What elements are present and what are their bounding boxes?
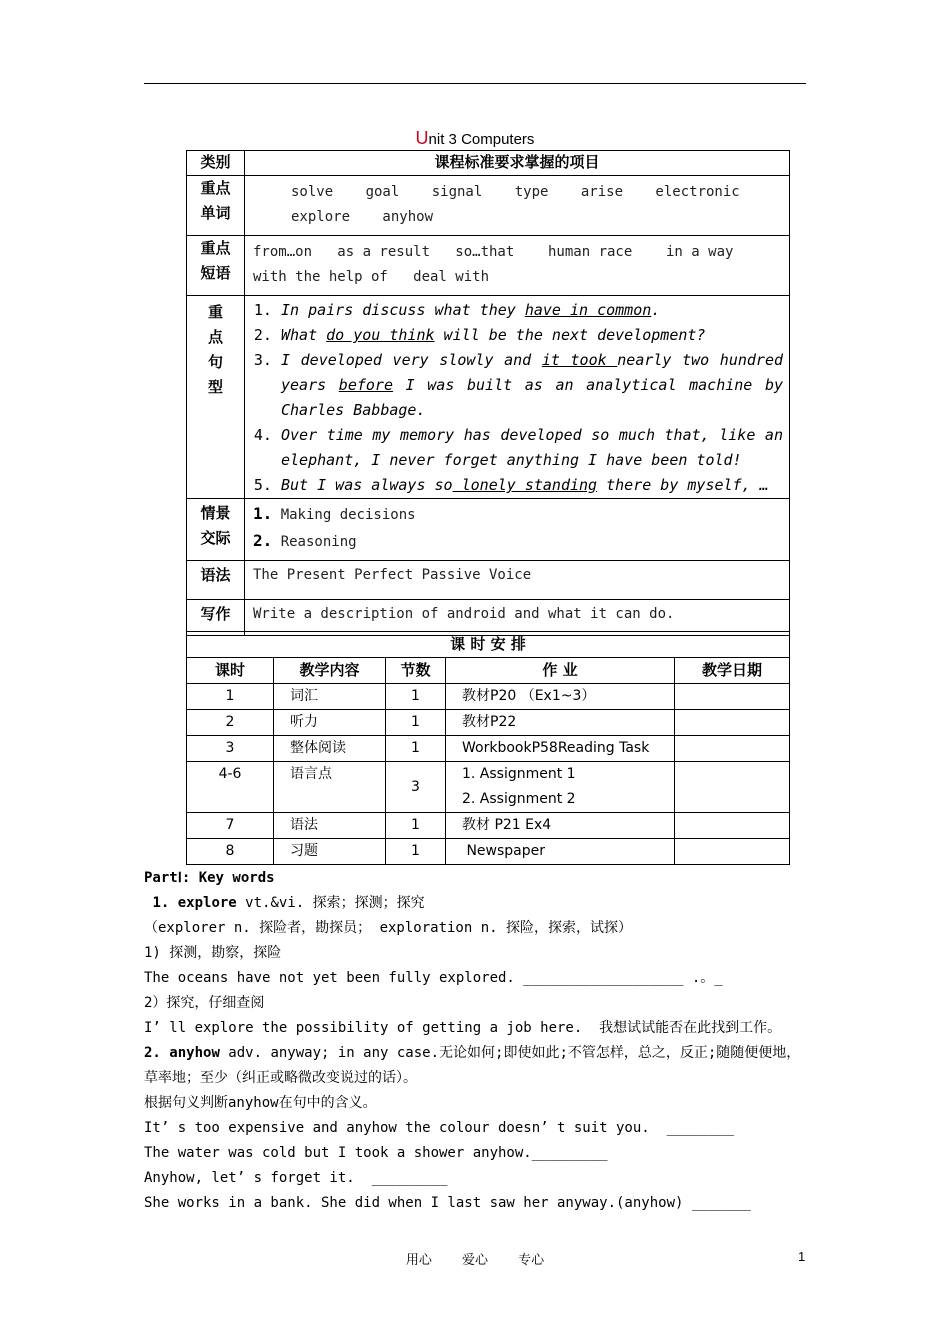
table-row: 7 语法 1 教材 P21 Ex4 bbox=[187, 813, 790, 839]
situation-cell bbox=[245, 499, 790, 561]
question-2: The water was cold but I took a shower anyhow._________ bbox=[144, 1145, 608, 1161]
part-heading: PartⅠ: Key words bbox=[144, 870, 275, 886]
key-words-section bbox=[144, 866, 808, 1216]
cat-key-words: 重点 单词 bbox=[187, 176, 245, 236]
situation-item-1: 1. Making decisions bbox=[253, 504, 416, 523]
table-row: 2 听力 1 教材P22 bbox=[187, 710, 790, 736]
grammar-cell: The Present Perfect Passive Voice bbox=[245, 561, 790, 600]
col-content: 教学内容 bbox=[274, 658, 386, 684]
sentence-4: 4. Over time my memory has developed so much that, like an elephant, I never forget anything I have been told! bbox=[281, 423, 783, 473]
table-row: 1 词汇 1 教材P20 （Ex1~3） bbox=[187, 684, 790, 710]
sentence-2: 2. What do you think will be the next development? bbox=[281, 323, 783, 348]
key-sentences-cell bbox=[245, 296, 790, 499]
example-1: The oceans have not yet been fully explored. ___________________ .。_ bbox=[144, 970, 723, 986]
schedule-title: 课 时 安 排 bbox=[187, 632, 790, 658]
cat-situation: 情景 交际 bbox=[187, 499, 245, 561]
sentence-5: 5. But I was always so lonely standing there by myself, … bbox=[281, 473, 783, 498]
sentence-1: 1. In pairs discuss what they have in common. bbox=[281, 298, 783, 323]
question-4: She works in a bank. She did when I last saw her anyway.(anyhow) _______ bbox=[144, 1195, 751, 1211]
writing-cell: Write a description of android and what it can do. bbox=[245, 600, 790, 636]
header-category: 类别 bbox=[187, 151, 245, 176]
footer-motto: 用心 爱心 专心 bbox=[405, 1253, 545, 1268]
key-phrases-cell: from…on as a result so…that human race in a way with the help of deal with bbox=[245, 236, 790, 296]
page-title bbox=[0, 128, 950, 149]
question-3: Anyhow, let’ s forget it. _________ bbox=[144, 1170, 448, 1186]
title-rest: nit 3 Computers bbox=[428, 131, 535, 148]
cat-writing: 写作 bbox=[187, 600, 245, 636]
header-rule bbox=[144, 83, 806, 84]
header-items: 课程标准要求掌握的项目 bbox=[245, 151, 790, 176]
col-sessions: 节数 bbox=[386, 658, 446, 684]
table-row: 8 习题 1 Newspaper bbox=[187, 839, 790, 865]
key-words-cell: solve goal signal type arise electronic explore anyhow bbox=[245, 176, 790, 236]
schedule-table bbox=[186, 631, 790, 865]
table-row: 3 整体阅读 1 WorkbookP58Reading Task bbox=[187, 736, 790, 762]
meaning-1: 1) 探测，勘察，探险 bbox=[144, 945, 282, 961]
example-2: I’ ll explore the possibility of getting a job here. 我想试试能否在此找到工作。 bbox=[144, 1020, 782, 1036]
cat-key-sentences: 重 点 句 型 bbox=[187, 296, 245, 499]
situation-item-2: 2. Reasoning bbox=[253, 531, 357, 550]
col-homework: 作 业 bbox=[446, 658, 675, 684]
page-number: 1 bbox=[798, 1249, 806, 1264]
table-row: 4-6 语言点 3 1. Assignment 1 2. Assignment 2 bbox=[187, 762, 790, 813]
course-standard-table bbox=[186, 150, 790, 636]
cat-key-phrases: 重点 短语 bbox=[187, 236, 245, 296]
meaning-2: 2）探究，仔细查阅 bbox=[144, 995, 265, 1011]
word-2-line: 2. anyhow adv. anyway; in any case.无论如何;即使如此;不管怎样，总之，反正;随随便便地，草率地；至少（纠正或略微改变说过的话）。 bbox=[144, 1045, 801, 1086]
title-initial: U bbox=[415, 128, 429, 148]
task-instruction: 根据句义判断anyhow在句中的含义。 bbox=[144, 1095, 377, 1111]
word-1-note: （explorer n. 探险者，勘探员； exploration n. 探险，探索，试探） bbox=[144, 920, 633, 936]
col-date: 教学日期 bbox=[675, 658, 790, 684]
cat-grammar: 语法 bbox=[187, 561, 245, 600]
col-period: 课时 bbox=[187, 658, 274, 684]
word-1-line: 1. explore vt.&vi. 探索；探测；探究 bbox=[144, 895, 425, 911]
question-1: It’ s too expensive and anyhow the colour doesn’ t suit you. ________ bbox=[144, 1120, 735, 1136]
sentence-3: 3. I developed very slowly and it took nearly two hundred years before I was built as an analytical machine by Charles Babbage. bbox=[281, 348, 783, 423]
